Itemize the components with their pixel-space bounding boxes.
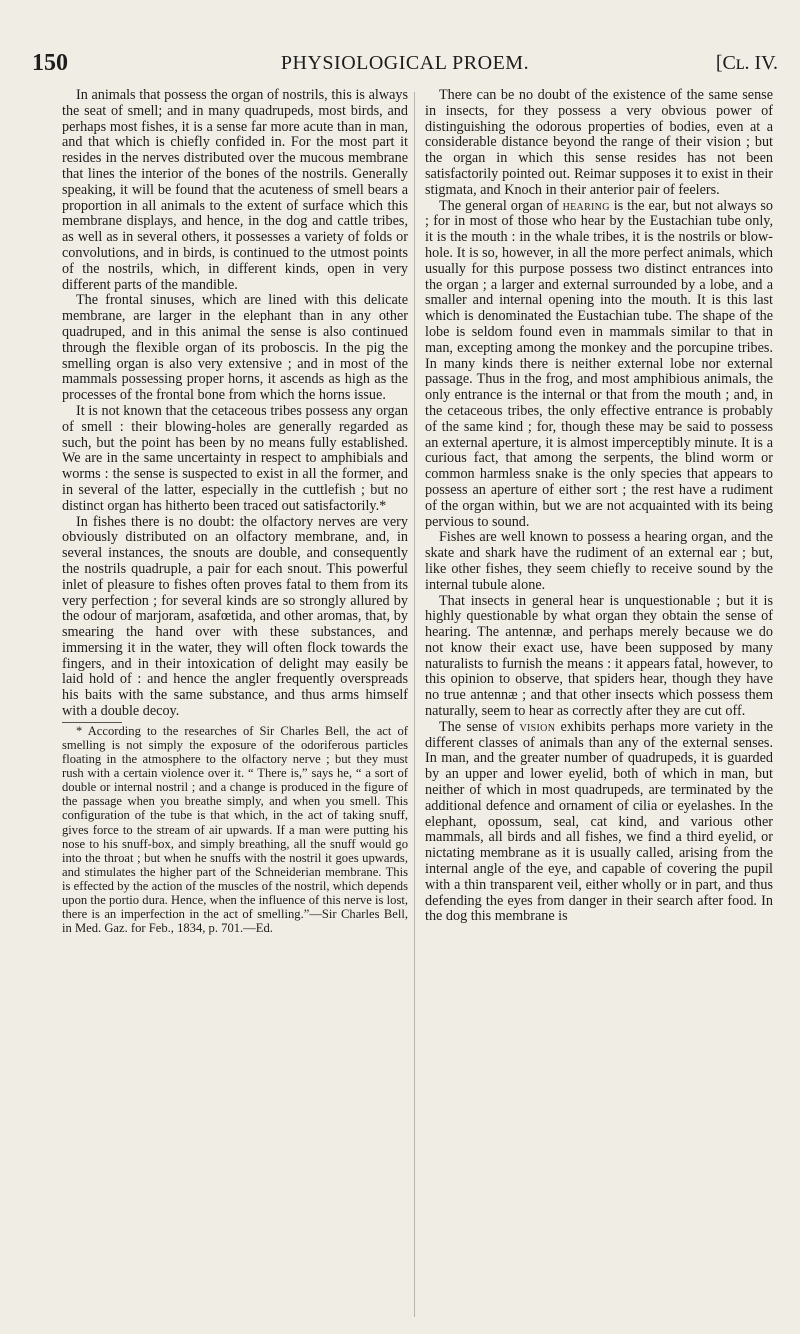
paragraph-fishes-smell: In fishes there is no doubt: the olfactory nerves are very obviously distributed on an olfactory membrane, and, in several instances, the snouts are double, and consequently the nostrils quadruple, a pair for each snout. This powerful inlet of pleasure to fishes often proves fatal to them from its very perfection ; for several kinds are so strongly allured by the odour of marjoram, asafœtida, and other aromas, that, by smearing the hand over with these substances, and immersing it in the water, they will often flock towards the fingers, and in their intoxication of delight may easily be laid hold of : and hence the angler frequently overspreads his baits with the same substance, and thus arms himself with a double decoy. bbox=[62, 513, 408, 720]
paragraph-hearing bbox=[425, 199, 773, 531]
page-header bbox=[32, 50, 778, 84]
vision-lead: The sense of bbox=[439, 718, 515, 735]
vision-term: vision bbox=[519, 718, 556, 735]
paragraph-frontal-sinuses: The frontal sinuses, which are lined with this delicate membrane, are larger in the elephant than in any other quadruped, and in this animal the sense is also continued through the flexible organ of its proboscis. In the pig the smelling organ is also very extensive ; and in most of the mammals possessing proper horns, it ascends as high as the processes of the frontal bone from which the horns issue. bbox=[62, 292, 408, 404]
page-number: 150 bbox=[32, 50, 68, 76]
paragraph-vision bbox=[425, 720, 773, 925]
chapter-marker: [Cʟ. IV. bbox=[715, 52, 778, 74]
footnote: * According to the researches of Sir Charles Bell, the act of smelling is not simply the exposure of the odoriferous particles floating in the atmosphere to the olfactory nerve ; but they must rush with a certain violence over it. “ There is,” says he, “ a sort of double or internal nostril ; and a change is produced in the figure of the passage when you breathe simply, and when you smell. This configuration of the tube is that which, in the act of taking snuff, gives force to the stream of air upwards. If a man were putting his nose to his snuff-box, and simply breathing, all the snuff would go into the throat ; but when he snuffs with the nostril it goes upwards, and stimulates the higher part of the Schneiderian membrane. This is effected by the action of the muscles of the nostril, which depends upon the portio dura. Hence, when the influence of this nerve is lost, there is an imperfection in the act of smelling.”—Sir Charles Bell, in Med. Gaz. for Feb., 1834, p. 701.—Ed. bbox=[62, 723, 408, 936]
footnote-rule bbox=[62, 722, 122, 723]
paragraph-smell-nostrils: In animals that possess the organ of nostrils, this is always the seat of smell; and in many quadrupeds, most birds, and perhaps most fishes, it is a sense far more acute than in man, and that which is chiefly confided in. For the most part it resides in the nerves distributed over the mucous membrane that lines the interior of the bones of the nostrils. Generally speaking, it will be found that the acuteness of smell bears a proportion in all animals to the extent of surface which this membrane displays, and hence, in the dog and cattle tribes, as well as in several others, it possesses a variety of folds or convolutions, and in birds, is continued to the utmost points of the nostrils, which, in different kinds, open in very different parts of the mandible. bbox=[62, 87, 408, 293]
hearing-body: is the ear, but not always so ; for in most of those who hear by the Eustachian tube only, it is the mouth : in the whale tribes, it is the nostrils or blow-hole. It is so, however, in all the more perfect animals, which usually for this purpose possess two distinct entrances into the organ ; a larger and external surrounded by a lobe, and a smaller and internal opening into the mouth. It is this last which is denominated the Eustachian tube. The shape of the lobe is seldom found even in mammals similar to that in man, excepting among the monkey and the porcupine tribes. In many kinds there is neither external lobe nor external passage. Thus in the frog, and most amphibious animals, the only entrance is the internal or that from the mouth ; and, in the cetaceous tribes, the only effective entrance is probably of the same kind ; for, though these may be said to possess an external aperture, it is almost imperceptibly minute. It is a curious fact, that among the serpents, the blind worm or common harmless snake is the only species that appears to possess an aperture of either sort ; the rest have a rudiment of the organ within, but we are not acquainted with its being pervious to sound. bbox=[425, 197, 774, 530]
column-divider bbox=[414, 92, 415, 1317]
right-column bbox=[425, 88, 773, 925]
left-column bbox=[62, 88, 408, 935]
running-title: PHYSIOLOGICAL PROEM. bbox=[280, 52, 530, 74]
paragraph-insects-smell: There can be no doubt of the existence of the same sense in insects, for they possess a very obvious power of distinguishing the odorous properties of bodies, even at a considerable distance beyond the range of their vision ; but the organ in which this sense resides has not been satisfactorily pointed out. Reimar supposes it to exist in their stigmata, and Knoch in their anterior pair of feelers. bbox=[425, 87, 773, 198]
vision-body: exhibits perhaps more variety in the different classes of animals than any of the external senses. In man, and the greater number of quadrupeds, it is guarded by an upper and lower eyelid, both of which in man, but neither of which in most quadrupeds, are terminated by the additional defence and ornament of cilia or eyelashes. In the elephant, opossum, seal, cat kind, and various other mammals, all birds and all fishes, we find a third eyelid, or nictating membrane as it is usually called, arising from the internal angle of the eye, and capable of covering the pupil with a thin transparent veil, either wholly or in part, and thus defending the eyes from danger in their search after food. In the dog this membrane is bbox=[425, 718, 774, 925]
paragraph-cetaceous: It is not known that the cetaceous tribes possess any organ of smell : their blowing-holes are generally regarded as such, but the point has been by no means fully established. We are in the same uncertainty in respect to amphibials and worms : the sense is suspected to exist in all the former, and in several of the latter, especially in the cuttlefish ; but no distinct organ has hitherto been traced out satisfactorily.* bbox=[62, 402, 408, 514]
paragraph-insects-hearing: That insects in general hear is unquestionable ; but it is highly questionable by what organ they obtain the sense of hearing. The antennæ, and perhaps merely because we do not know their exact use, have been supposed by many naturalists to furnish the means : it appears fatal, however, to this opinion to observe, that spiders hear, though they have no true antennæ ; and that other insects which possess them naturally, seem to hear as correctly after they are cut off. bbox=[425, 592, 773, 720]
hearing-lead: The general organ of bbox=[439, 197, 559, 214]
paragraph-fishes-hearing: Fishes are well known to possess a hearing organ, and the skate and shark have the rudiment of an external ear ; but, like other fishes, they seem chiefly to receive sound by the internal tubule alone. bbox=[425, 529, 773, 593]
hearing-term: hearing bbox=[562, 197, 610, 214]
